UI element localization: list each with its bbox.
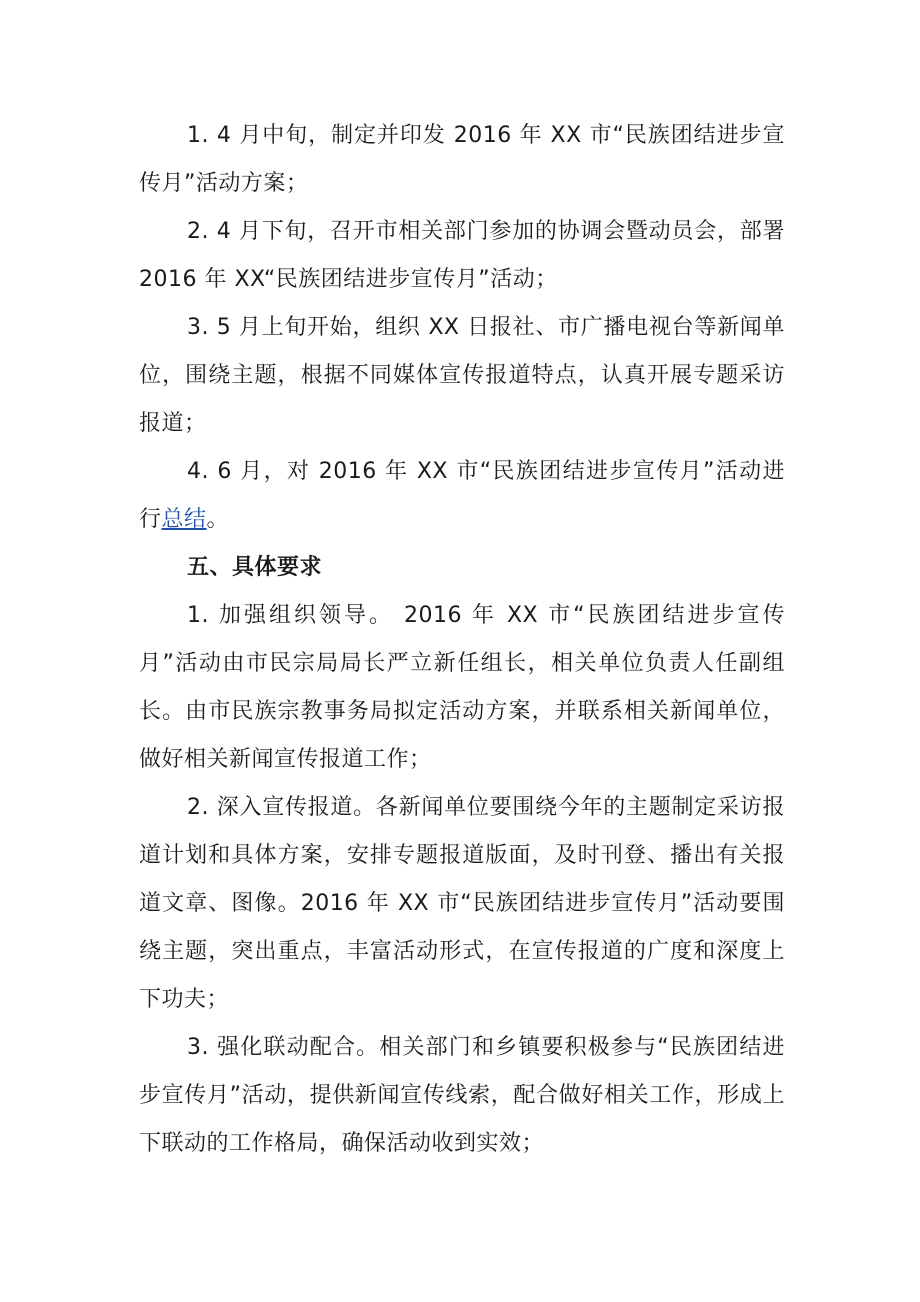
section-heading-requirements: 五、具体要求 [187, 555, 323, 580]
requirement-item-1: 1. 加强组织领导。 2016 年 XX 市“民族团结进步宣传月”活动由市民宗局局长严立新任组长，相关单位负责人任副组长。由市民族宗教事务局拟定活动方案，并联系相关新闻单位，做好相关新闻宣传报道工作； [139, 603, 785, 772]
schedule-item-1: 1. 4 月中旬，制定并印发 2016 年 XX 市“民族团结进步宣传月”活动方案； [139, 123, 785, 196]
document-body [139, 112, 785, 1168]
schedule-item-4 [139, 448, 785, 544]
requirement-item-2: 2. 深入宣传报道。各新闻单位要围绕今年的主题制定采访报道计划和具体方案，安排专题报道版面，及时刊登、播出有关报道文章、图像。2016 年 XX 市“民族团结进步宣传月”活动要围绕主题，突出重点，丰富活动形式，在宣传报道的广度和深度上下功夫； [139, 795, 785, 1012]
summary-link[interactable]: 总结 [161, 507, 207, 532]
schedule-item-4-end: 。 [206, 507, 230, 532]
schedule-item-4-text: 4. 6 月，对 2016 年 XX 市“民族团结进步宣传月”活动进行 [139, 459, 785, 532]
schedule-item-2: 2. 4 月下旬，召开市相关部门参加的协调会暨动员会，部署 2016 年 XX“民族团结进步宣传月”活动； [139, 219, 785, 292]
requirement-item-3: 3. 强化联动配合。相关部门和乡镇要积极参与“民族团结进步宣传月”活动，提供新闻宣传线索，配合做好相关工作，形成上下联动的工作格局，确保活动收到实效； [139, 1035, 785, 1156]
schedule-item-3: 3. 5 月上旬开始，组织 XX 日报社、市广播电视台等新闻单位，围绕主题，根据不同媒体宣传报道特点，认真开展专题采访报道； [139, 315, 785, 436]
